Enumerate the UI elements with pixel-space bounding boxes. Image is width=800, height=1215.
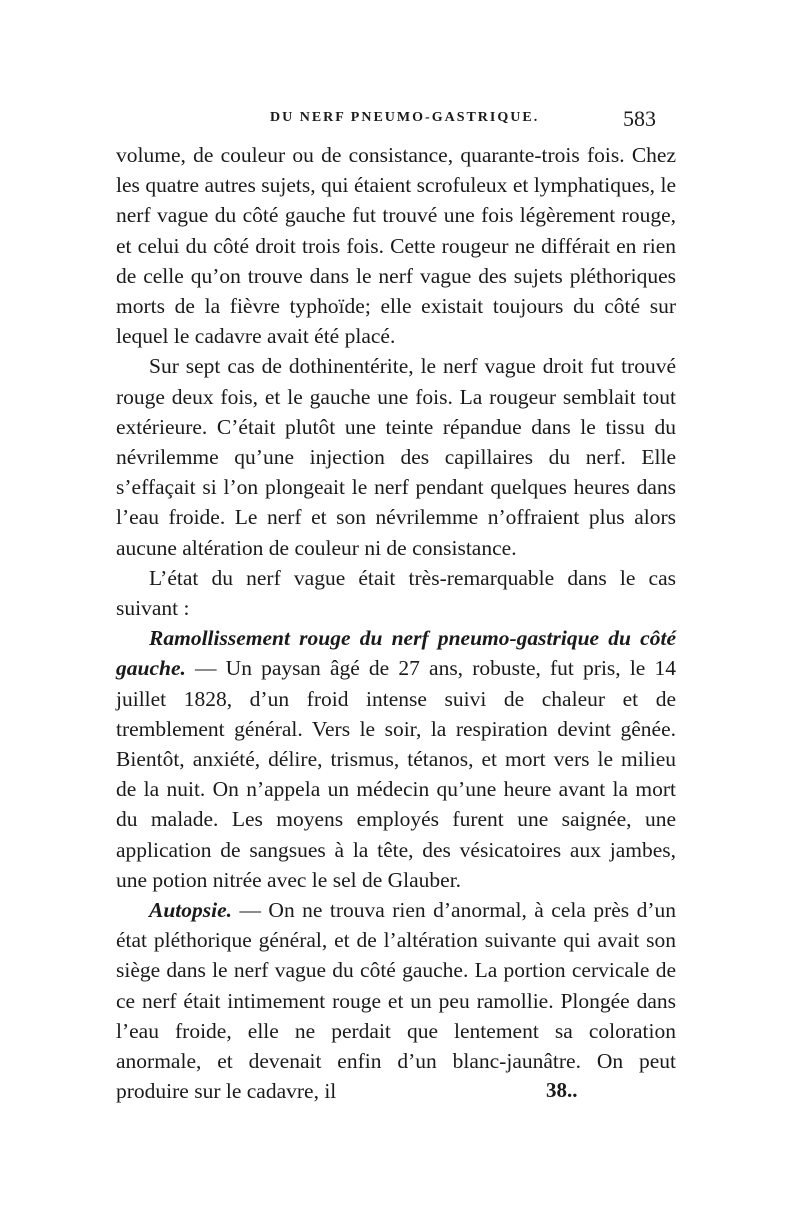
paragraph-3: [116, 563, 676, 623]
paragraph-1: [116, 140, 676, 351]
autopsy-heading: Autopsie.: [149, 898, 233, 923]
signature-mark: 38..: [546, 1078, 578, 1102]
page-header: [240, 106, 656, 130]
paragraph-5: [116, 895, 676, 1106]
paragraph-1-text: volume, de couleur ou de consistance, quarante-trois fois. Chez les quatre autres sujets, qui étaient scrofuleux et lymphatiques, le nerf vague du côté gauche fut trouvé une fois légèrement rouge, et celui du côté droit trois fois. Cette rougeur ne différait en rien de celle qu’on trouve dans le nerf vague des sujets pléthoriques morts de la fièvre typhoïde; elle existait toujours du côté sur lequel le cadavre avait été placé.: [116, 143, 676, 349]
paragraph-5-text: — On ne trouva rien d’anormal, à cela près d’un état pléthorique général, et de l’altération suivante qui avait son siège dans le nerf vague du côté gauche. La portion cervicale de ce nerf était intimement rouge et un peu ramollie. Plongée dans l’eau froide, elle ne perdait que lentement sa coloration anormale, et devenait enfin d’un blanc-jaunâtre. On peut produire sur le cadavre, il: [116, 898, 676, 1104]
paragraph-4: [116, 623, 676, 895]
paragraph-4-text: — Un paysan âgé de 27 ans, robuste, fut pris, le 14 juillet 1828, d’un froid intense suivi de chaleur et de tremblement général. Vers le soir, la respiration devint gênée. Bientôt, anxiété, délire, trismus, tétanos, et mort vers le milieu de la nuit. On n’appela un médecin qu’une heure avant la mort du malade. Les moyens employés furent une saignée, une application de sangsues à la tête, des vésicatoires aux jambes, une potion nitrée avec le sel de Glauber.: [116, 656, 676, 892]
paragraph-2-text: Sur sept cas de dothinentérite, le nerf vague droit fut trouvé rouge deux fois, et le gauche une fois. La rougeur semblait tout extérieure. C’était plutôt une teinte répandue dans le tissu du névrilemme qu’une injection des capillaires du nerf. Elle s’effaçait si l’on plongeait le nerf pendant quelques heures dans l’eau froide. Le nerf et son névrilemme n’offraient plus alors aucune altération de couleur ni de consistance.: [116, 354, 676, 560]
page-number: 583: [623, 106, 656, 131]
paragraph-3-text: L’état du nerf vague était très-remarquable dans le cas suivant :: [116, 565, 676, 621]
case-heading: Ramollissement rouge du nerf pneumo-gastrique du côté gauche.: [116, 626, 676, 681]
running-title: DU NERF PNEUMO-GASTRIQUE.: [270, 110, 540, 125]
paragraph-2: [116, 351, 676, 562]
body-text: [116, 140, 676, 1107]
